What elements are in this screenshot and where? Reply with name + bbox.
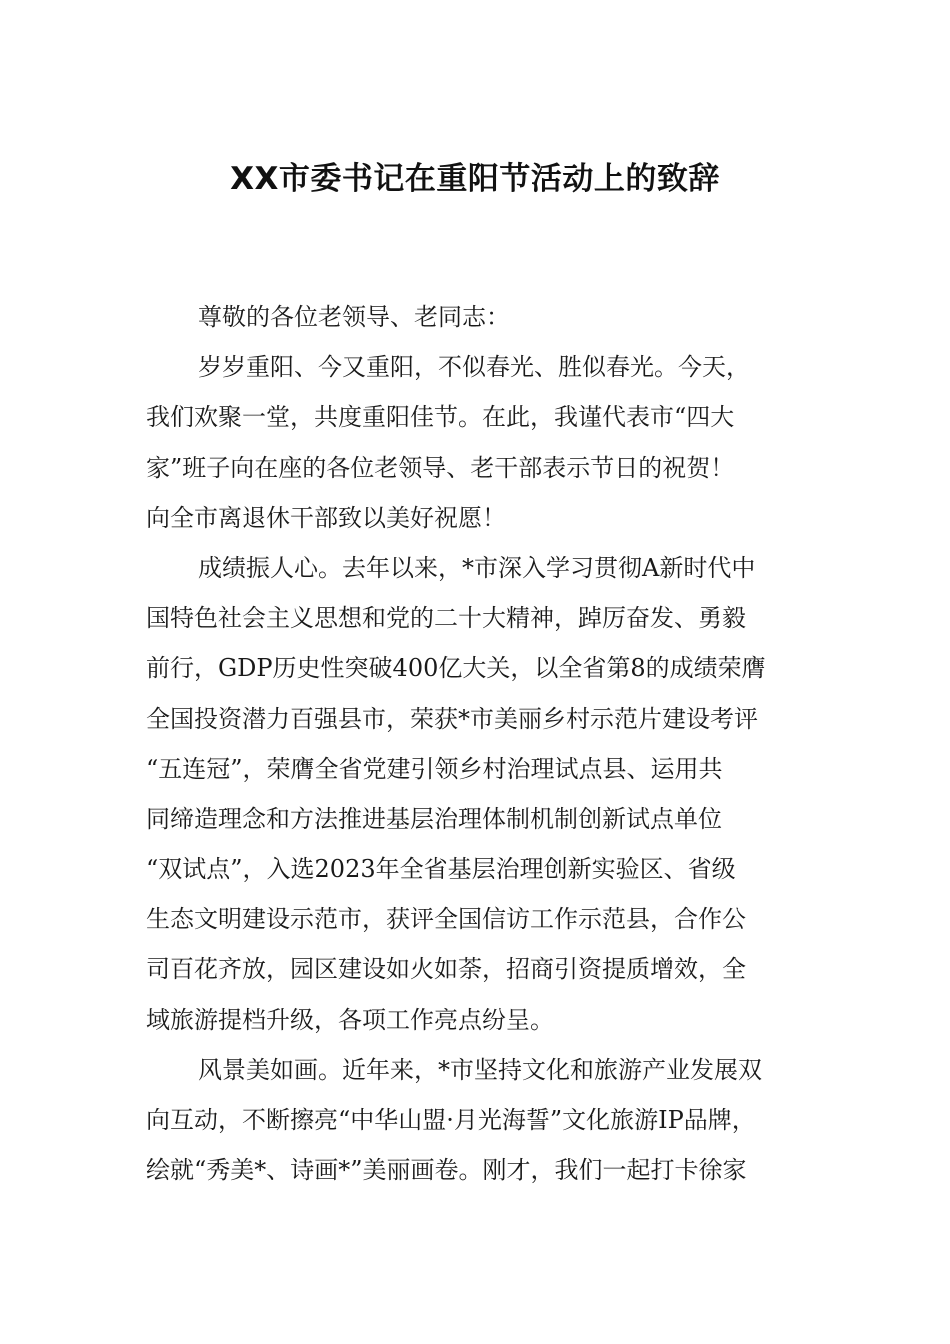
text-line: 我们欢聚一堂，共度重阳佳节。在此，我谨代表市“四大 — [146, 403, 735, 432]
document-title: XX市委书记在重阳节活动上的致辞 — [230, 161, 720, 197]
text-line: “五连冠”，荣膺全省党建引领乡村治理试点县、运用共 — [146, 754, 723, 783]
text-line: 岁岁重阳、今又重阳，不似春光、胜似春光。今天， — [198, 353, 750, 382]
text-line: “双试点”，入选2023年全省基层治理创新实验区、省级 — [146, 855, 736, 884]
text-line: 向互动，不断擦亮“中华山盟·月光海誓”文化旅游IP品牌， — [146, 1106, 756, 1134]
text-line: 同缔造理念和方法推进基层治理体制机制创新试点单位 — [146, 804, 722, 833]
text-line: 向全市离退休干部致以美好祝愿！ — [146, 503, 506, 532]
text-line: 生态文明建设示范市，获评全国信访工作示范县，合作公 — [146, 905, 746, 934]
text-line: 绘就“秀美*、诗画*”美丽画卷。刚才，我们一起打卡徐家 — [146, 1156, 747, 1185]
text-line: 风景美如画。近年来，*市坚持文化和旅游产业发展双 — [198, 1055, 762, 1084]
text-line: 前行，GDP历史性突破400亿大关，以全省第8的成绩荣膺 — [146, 654, 766, 683]
text-line: 国特色社会主义思想和党的二十大精神，踔厉奋发、勇毅 — [146, 604, 746, 633]
paragraph-greeting — [146, 342, 814, 543]
text-line: 尊敬的各位老领导、老同志： — [198, 303, 510, 331]
paragraph-salutation — [146, 292, 814, 342]
text-line: 全国投资潜力百强县市，荣获*市美丽乡村示范片建设考评 — [146, 704, 758, 733]
document-body — [146, 292, 814, 1195]
text-line: 域旅游提档升级，各项工作亮点纷呈。 — [146, 1005, 554, 1034]
paragraph-achievements — [146, 543, 814, 1045]
text-line: 司百花齐放，园区建设如火如荼，招商引资提质增效，全 — [146, 955, 746, 984]
text-line: 成绩振人心。去年以来，*市深入学习贯彻A新时代中 — [198, 553, 756, 582]
paragraph-scenery — [146, 1045, 814, 1196]
text-line: 家”班子向在座的各位老领导、老干部表示节日的祝贺！ — [146, 453, 735, 482]
